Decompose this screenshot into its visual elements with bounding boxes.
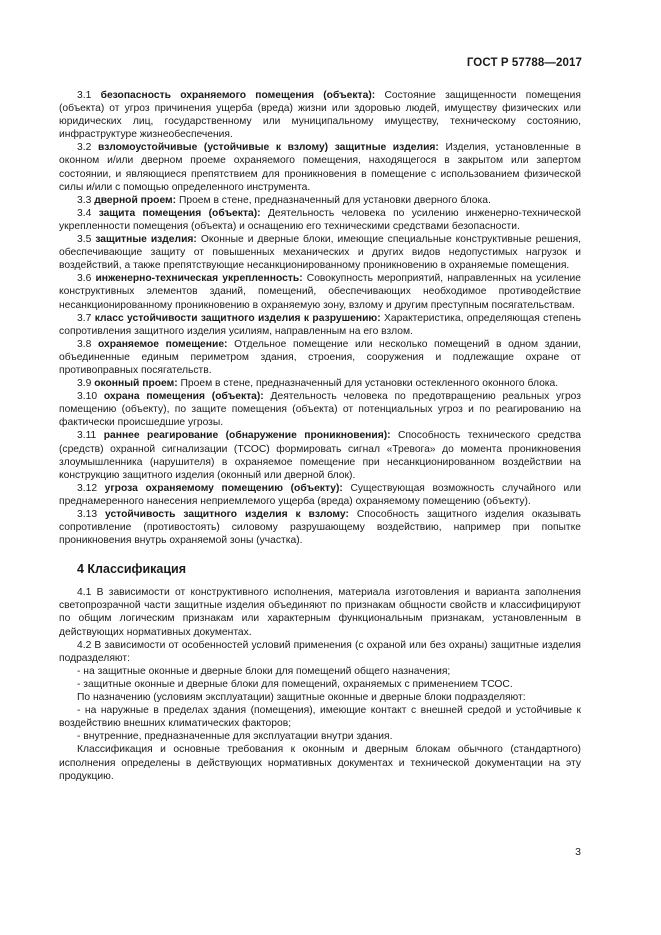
page-content bbox=[59, 89, 581, 783]
list-item: - защитные оконные и дверные блоки для помещений, охраняемых с применением ТСОС. bbox=[77, 678, 513, 690]
term-3-5 bbox=[59, 233, 581, 272]
term-3-4 bbox=[59, 207, 581, 233]
page-number: 3 bbox=[575, 846, 581, 858]
term-name: угроза охраняемому помещению (объекту): bbox=[104, 482, 343, 494]
term-number: 3.4 bbox=[77, 207, 92, 219]
term-name: инженерно-техническая укрепленность: bbox=[95, 273, 303, 285]
section-4-body bbox=[59, 586, 581, 782]
term-definition: Существующая возможность случайного или преднамеренного нанесения неприемлемого ущерба (вреда) охраняемому помещению (объекту). bbox=[59, 482, 581, 507]
section-heading: 4 Классификация bbox=[77, 562, 187, 577]
term-definition: Изделия, установленные в оконном и/или дверном проеме охраняемого помещения, находящегося в закрытом или запертом состоянии, и являющиеся препятствием для проникновения в помещение с использованием физической силы и/или с помощью определенного инструмента. bbox=[59, 142, 581, 193]
term-3-12 bbox=[59, 482, 581, 508]
paragraph-4-2: 4.2 В зависимости от особенностей условий применения (с охраной или без охраны) защитные изделия подразделяют: bbox=[59, 639, 581, 664]
term-definition: Деятельность человека по предотвращению реальных угроз помещению (объекту), по защите помещения (объекта) от потенциальных угроз и по реагированию на фактически происшедшие угрозы. bbox=[59, 391, 581, 429]
term-number: 3.10 bbox=[77, 391, 98, 403]
list-item: - внутренние, предназначенные для эксплуатации внутри здания. bbox=[77, 731, 393, 743]
term-definition: Проем в стене, предназначенный для установки остекленного оконного блока. bbox=[177, 378, 559, 390]
term-name: раннее реагирование (обнаружение проникновения): bbox=[103, 430, 391, 442]
term-number: 3.13 bbox=[77, 509, 98, 520]
term-3-9 bbox=[59, 377, 581, 390]
term-name: безопасность охраняемого помещения (объекта): bbox=[100, 90, 376, 101]
term-name: устойчивость защитного изделия к взлому: bbox=[104, 509, 349, 520]
term-definition: Характеристика, определяющая степень сопротивления защитного изделия усилиям, направленным на его взлом. bbox=[59, 312, 581, 337]
standard-code: ГОСТ Р 57788—2017 bbox=[466, 57, 582, 69]
term-3-7 bbox=[59, 312, 581, 338]
term-number: 3.5 bbox=[77, 234, 92, 246]
term-name: защита помещения (объекта): bbox=[98, 207, 261, 219]
term-number: 3.6 bbox=[77, 273, 92, 285]
term-3-6 bbox=[59, 272, 581, 311]
term-name: дверной проем: bbox=[94, 194, 177, 206]
terms-list bbox=[59, 89, 581, 547]
list-item: - на защитные оконные и дверные блоки для помещений общего назначения; bbox=[77, 665, 451, 677]
term-name: оконный проем: bbox=[94, 378, 178, 390]
term-definition: Оконные и дверные блоки, имеющие специальные конструктивные решения, обеспечивающие защиту от повышенных механических и других видов недопустимых нагрузок и воздействий, а также препятствующие несанкционированному проникновению в охраняемые помещения. bbox=[59, 234, 582, 272]
term-name: класс устойчивости защитного изделия к разрушению: bbox=[94, 312, 381, 324]
term-3-13 bbox=[59, 508, 581, 547]
term-3-3 bbox=[59, 194, 581, 207]
term-number: 3.2 bbox=[77, 142, 92, 154]
term-definition: Деятельность человека по усилению инженерно-технической укрепленности помещения (объекта) и оснащению его техническими средствами безопасности. bbox=[59, 207, 581, 232]
term-3-10 bbox=[59, 390, 581, 429]
term-name: взломоустойчивые (устойчивые к взлому) защитные изделия: bbox=[97, 142, 439, 154]
term-name: охрана помещения (объекта): bbox=[103, 391, 264, 403]
paragraph-purpose: По назначению (условиям эксплуатации) защитные оконные и дверные блоки подразделяют: bbox=[77, 692, 526, 704]
term-name: охраняемое помещение: bbox=[97, 338, 228, 350]
term-name: защитные изделия: bbox=[95, 234, 197, 246]
term-definition: Состояние защищенности помещения (объекта) от угроз причинения ущерба (вреда) жизни или здоровью людей, имуществу физических или юридических лиц, государственному или муниципальному имуществу, техническому состоянию, инфраструктуре жизнеобеспечения. bbox=[59, 90, 581, 141]
term-definition: Способность технического средства (средств) охранной сигнализации (ТСОС) формировать сигнал «Тревога» до момента проникновения злоумышленника (нарушителя) в охраняемое помещение при несанкционированном воздействии на конструкцию защитного изделия (оконный или дверной блок). bbox=[59, 430, 581, 481]
term-number: 3.3 bbox=[77, 194, 92, 206]
paragraph-classification: Классификация и основные требования к оконным и дверным блокам обычного (стандартного) исполнения определены в действующих нормативных документах и технической документации на эту продукцию. bbox=[59, 744, 581, 782]
term-number: 3.7 bbox=[77, 312, 92, 324]
paragraph-4-1: 4.1 В зависимости от конструктивного исполнения, материала изготовления и варианта заполнения светопрозрачной части защитные изделия объединяют по признакам общности свойств и классифицируют по общим логическим признакам или характерным функциональным признакам, установленным в действующих нормативных документах. bbox=[59, 587, 581, 638]
term-definition: Способность защитного изделия оказывать сопротивление (противостоять) силовому разрушающему воздействию, например при попытке проникновения внутрь охраняемой зоны (участка). bbox=[59, 509, 582, 547]
term-definition: Совокупность мероприятий, направленных на усиление конструктивных элементов зданий, помещений, обеспечивающих необходимое противодействие несанкционированному проникновению в охраняемую зону, взлому и другим преступным посягательствам. bbox=[59, 273, 581, 311]
term-number: 3.8 bbox=[77, 338, 92, 350]
term-3-2 bbox=[59, 141, 581, 193]
term-definition: Проем в стене, предназначенный для установки дверного блока. bbox=[176, 194, 491, 206]
term-definition: Отдельное помещение или несколько помещений в одном здании, объединенные единым периметром здания, строения, сооружения и подлежащие охране от противоправных посягательств. bbox=[59, 338, 581, 376]
term-number: 3.11 bbox=[77, 430, 97, 442]
term-3-8 bbox=[59, 338, 581, 377]
list-item: - на наружные в пределах здания (помещения), имеющие контакт с внешней средой и устойчивые к воздействию внешних климатических факторов; bbox=[59, 705, 581, 730]
term-3-11 bbox=[59, 429, 581, 481]
term-3-1 bbox=[59, 89, 581, 141]
term-number: 3.1 bbox=[77, 90, 92, 101]
term-number: 3.12 bbox=[77, 482, 98, 494]
term-number: 3.9 bbox=[77, 378, 92, 390]
